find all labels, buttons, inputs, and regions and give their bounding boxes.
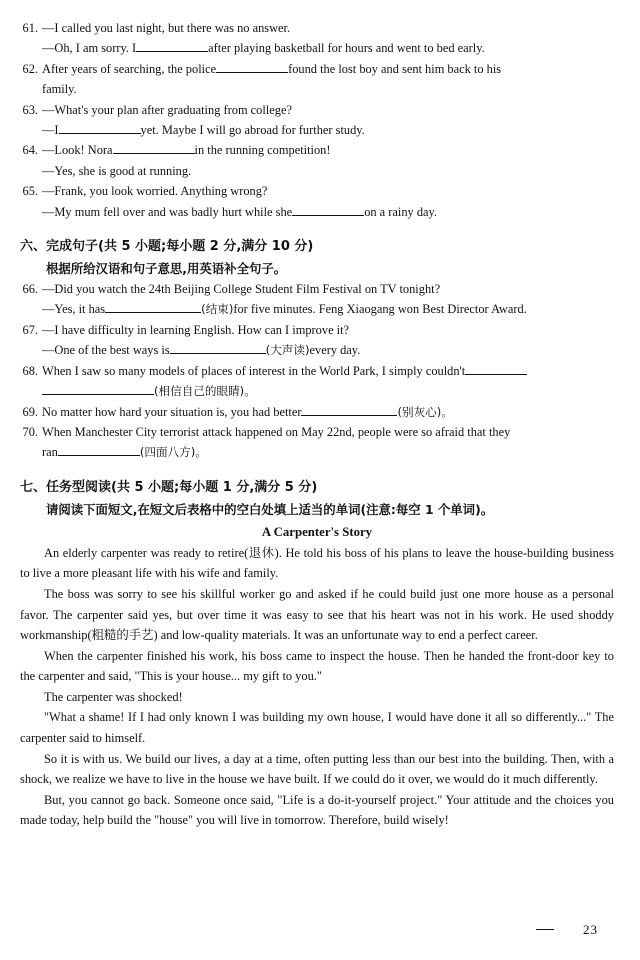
question-70-line-2: ran (四面八方)。 — [42, 445, 207, 460]
question-61-line-1: —I called you last night, but there was no answer. — [42, 21, 291, 35]
question-63-line-1: —What's your plan after graduating from college? — [42, 102, 292, 117]
page-number: 23 — [583, 922, 598, 937]
question-67-line-2: —One of the best ways is (大声读)every day. — [42, 343, 361, 358]
question-64-line-2: —Yes, she is good at running. — [42, 163, 192, 178]
section-seven-instruction: 请阅读下面短文,在短文后表格中的空白处填上适当的单词(注意:每空 1 个单词)。 — [46, 501, 494, 517]
question-text — [42, 100, 614, 141]
answer-blank[interactable] — [105, 312, 201, 313]
question-67 — [20, 320, 614, 361]
answer-blank[interactable] — [170, 353, 266, 354]
question-64 — [20, 140, 614, 181]
question-text — [42, 140, 614, 181]
story-paragraph: When the carpenter finished his work, his boss came to inspect the house. Then he handed the front-door key to the carpenter and said, "This is your house... my gift to you." — [20, 648, 614, 684]
answer-blank[interactable] — [301, 415, 397, 416]
question-text — [42, 18, 614, 59]
question-64-line-1: —Look! Nora in the running competition! — [42, 143, 331, 158]
question-61-line-2: —Oh, I am sorry. I after playing basketball for hours and went to bed early. — [42, 41, 485, 56]
question-number: 66. — [22, 282, 38, 297]
answer-blank[interactable] — [58, 455, 140, 456]
question-text — [42, 320, 614, 361]
question-66-line-1: —Did you watch the 24th Beijing College Student Film Festival on TV tonight? — [42, 282, 441, 297]
story-paragraph: "What a shame! If I had only known I was building my own house, I would have done it all so differently..." The carpenter said to himself. — [20, 710, 614, 746]
question-67-line-1: —I have difficulty in learning English. How can I improve it? — [42, 322, 350, 337]
question-66 — [20, 279, 614, 320]
story-paragraph: But, you cannot go back. Someone once said, "Life is a do-it-yourself project." Your attitude and the choices you made today, help build the "house" you will live in tomorrow. Therefore, build wisely! — [20, 792, 614, 828]
question-number: 70. — [22, 424, 38, 439]
story-title: A Carpenter's Story — [261, 524, 373, 539]
question-62-line-2: family. — [42, 82, 77, 97]
question-65 — [20, 181, 614, 222]
story-paragraph: The boss was sorry to see his skillful worker go and asked if he could build just one more house as a personal favor. The carpenter said yes, but over time it was easy to see that his heart was not in his work. He used shoddy workmanship(粗糙的手艺) and low-quality materials. It was an unfortunate way to end a perfect career. — [20, 586, 614, 643]
question-62 — [20, 59, 614, 100]
question-text — [42, 402, 614, 422]
question-number: 65. — [22, 184, 38, 199]
question-65-line-2: —My mum fell over and was badly hurt while she on a rainy day. — [42, 204, 438, 219]
question-63 — [20, 100, 614, 141]
question-62-line-1: After years of searching, the police found the lost boy and sent him back to his — [42, 61, 502, 76]
question-text — [42, 181, 614, 222]
question-number: 67. — [22, 322, 38, 337]
answer-blank[interactable] — [292, 215, 364, 216]
question-number: 69. — [22, 404, 38, 419]
question-61 — [20, 18, 614, 59]
question-68-line-2: (相信自己的眼睛)。 — [42, 381, 614, 401]
question-70 — [20, 422, 614, 463]
story-paragraph: So it is with us. We build our lives, a day at a time, often putting less than our best into the building. Then, with a shock, we realize we have to live in the house we have built. If we could do it over, we would do it much differently. — [20, 751, 614, 787]
section-seven-heading: 七、任务型阅读(共 5 小题;每小题 1 分,满分 5 分) — [20, 479, 318, 495]
story-paragraph: An elderly carpenter was ready to retire(退休). He told his boss of his plans to leave the house-building business to live a more pleasant life with his wife and family. — [20, 545, 614, 581]
question-69 — [20, 402, 614, 422]
question-text — [42, 422, 614, 463]
question-68-line-1: When I saw so many models of places of interest in the World Park, I simply couldn't — [42, 361, 614, 381]
question-66-line-2: —Yes, it has (结束)for five minutes. Feng Xiaogang won Best Director Award. — [42, 302, 527, 317]
question-number: 68. — [22, 363, 38, 378]
question-63-line-2: —I yet. Maybe I will go abroad for further study. — [42, 123, 365, 138]
question-69-line-1: No matter how hard your situation is, you had better (别灰心)。 — [42, 404, 453, 419]
answer-blank[interactable] — [465, 374, 527, 375]
question-number: 61. — [22, 21, 38, 35]
answer-blank[interactable] — [113, 153, 195, 154]
story-paragraph: The carpenter was shocked! — [44, 689, 183, 704]
answer-blank[interactable] — [59, 133, 141, 134]
section-six-instruction: 根据所给汉语和句子意思,用英语补全句子。 — [46, 261, 287, 277]
question-number: 64. — [22, 143, 38, 158]
answer-blank[interactable] — [42, 394, 154, 395]
question-number: 62. — [22, 61, 38, 76]
question-text — [42, 279, 614, 320]
page-number-dash — [536, 929, 554, 930]
question-text — [42, 59, 614, 100]
question-text — [42, 361, 614, 402]
question-70-line-1: When Manchester City terrorist attack happened on May 22nd, people were so afraid that they — [42, 424, 511, 439]
section-six-heading: 六、完成句子(共 5 小题;每小题 2 分,满分 10 分) — [20, 239, 314, 255]
question-65-line-1: —Frank, you look worried. Anything wrong? — [42, 184, 268, 199]
question-number: 63. — [22, 102, 38, 117]
answer-blank[interactable] — [136, 51, 208, 52]
answer-blank[interactable] — [216, 72, 288, 73]
question-68 — [20, 361, 614, 402]
